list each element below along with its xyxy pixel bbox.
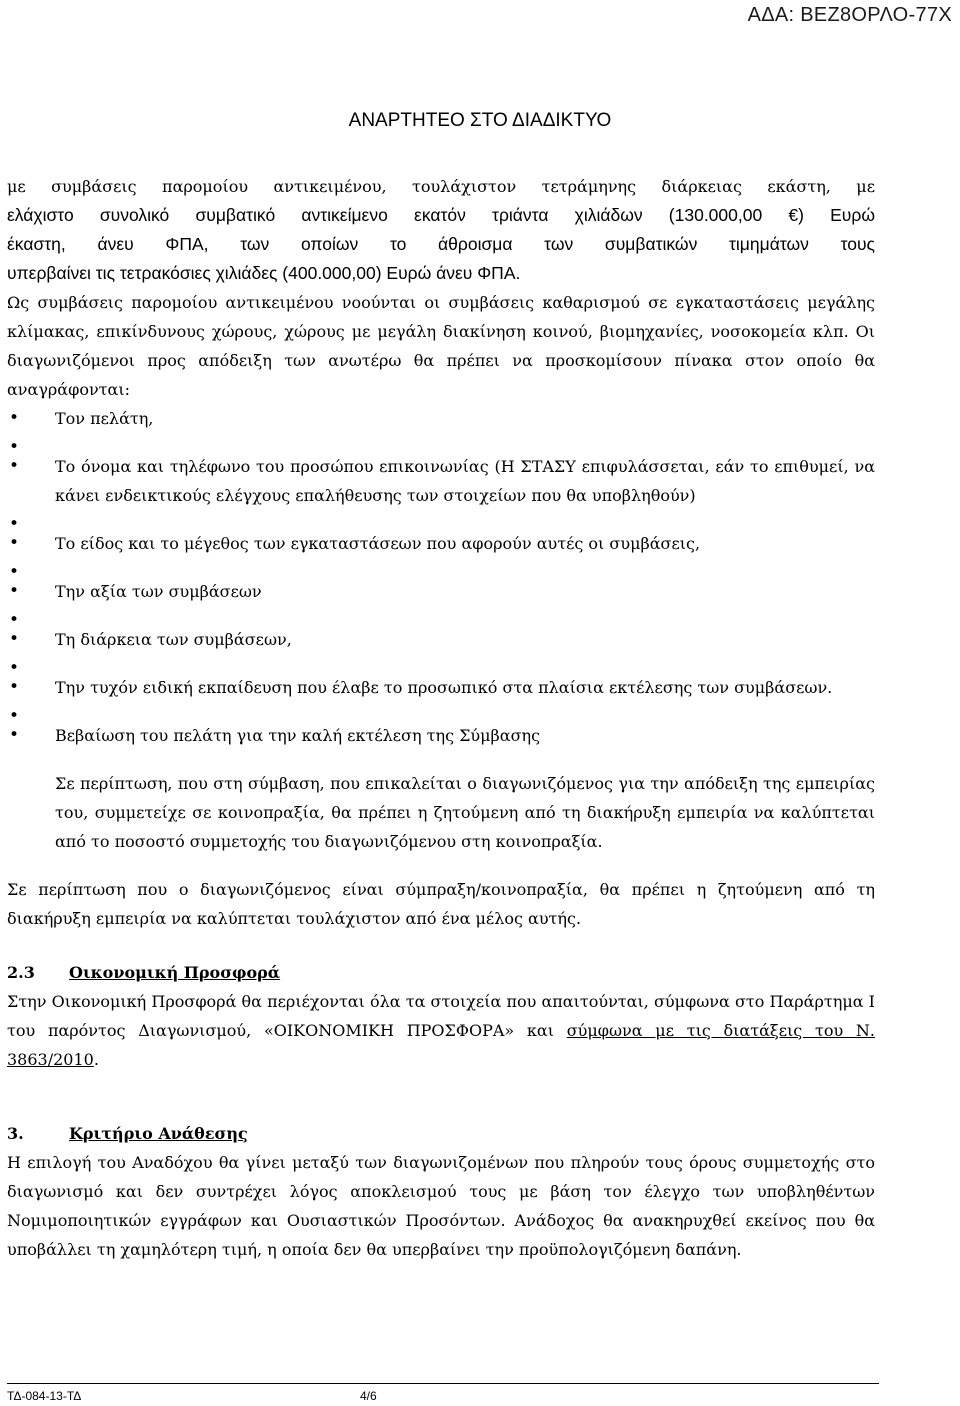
partner-paragraph: Σε περίπτωση που ο διαγωνιζόμενος είναι σύμπραξη/κοινοπραξία, θα πρέπει η ζητούμενη από τη διακήρυξη εμπειρία να καλύπτεται τουλάχιστον από ένα μέλος αυτής. xyxy=(7,880,875,928)
law-reference: σύμφωνα με τις διατάξεις του Ν. 3863/2010 xyxy=(7,1021,875,1069)
list-spacer xyxy=(7,606,875,625)
page-number: 4/6 xyxy=(360,1389,377,1403)
spacer xyxy=(7,1074,875,1093)
list-spacer xyxy=(7,510,875,529)
intro-line-3: έκαστη, άνευ ΦΠΑ, των οποίων το άθροισμα των συμβατικών τιμημάτων τους xyxy=(7,234,875,254)
section-3-heading xyxy=(7,1119,875,1148)
intro-line-1: με συμβάσεις παρομοίου αντικειμένου, τουλάχιστον τετράμηνης διάρκειας εκάστη, με xyxy=(7,177,875,196)
intro-line-2: ελάχιστο συνολικό συμβατικό αντικείμενο εκατόν τριάντα χιλιάδων (130.000,00 €) Ευρώ xyxy=(7,205,875,225)
list-spacer xyxy=(7,654,875,673)
spacer xyxy=(7,750,875,769)
section-2-3-heading xyxy=(7,958,875,987)
page-heading: ΑΝΑΡΤΗΤΕΟ ΣΤΟ ΔΙΑΔΙΚΤΥΟ xyxy=(348,110,612,131)
similar-contracts-paragraph: Ως συμβάσεις παρομοίου αντικειμένου νοούνται οι συμβάσεις καθαρισμού σε εγκαταστάσεις μεγάλης κλίμακας, επικίνδυνους χώρους, χώρους με μεγάλη διακίνηση κοινού, βιομηχανίες, νοσοκομεία κλπ. Οι διαγωνιζόμενοι προς απόδειξη των ανωτέρω θα πρέπει να προσκομίσουν πίνακα στον οποίο θα αναγράφονται: xyxy=(7,293,875,399)
section-number: 3. xyxy=(7,1124,24,1143)
section-number: 2.3 xyxy=(7,963,35,982)
consortium-paragraph: Σε περίπτωση, που στη σύμβαση, που επικαλείται ο διαγωνιζόμενος για την απόδειξη της εμπειρίας του, συμμετείχε σε κοινοπραξία, θα πρέπει η ζητούμενη από τη διακήρυξη εμπειρία να καλύπτεται από το ποσοστό συμμετοχής του διαγωνιζόμενου στη κοινοπραξία. xyxy=(55,774,875,851)
section-3-text: Η επιλογή του Αναδόχου θα γίνει μεταξύ των διαγωνιζομένων που πληρούν τους όρους συμμετοχής στο διαγωνισμό και δεν συντρέχει λόγος αποκλεισμού τους με βάση τον έλεγχο των υποβληθέντων Νομιμοποιητικών εγγράφων και Ουσιαστικών Προσόντων. Ανάδοχος θα ανακηρυχθεί εκείνος που θα υποβάλλει τη χαμηλότερη τιμή, η οποία δεν θα υπερβαίνει την προϋπολογιζόμενη δαπάνη. xyxy=(7,1153,875,1259)
requirements-list xyxy=(7,404,875,750)
section-text: Στην Οικονομική Προσφορά θα περιέχονται όλα τα στοιχεία που απαιτούνται, σύμφωνα στο Παράρτημα Ι του παρόντος Διαγωνισμού, «ΟΙΚΟΝΟΜΙΚΗ ΠΡΟΣΦΟΡΑ» και xyxy=(7,992,875,1040)
list-item: • Το όνομα και τηλέφωνο του προσώπου επικοινωνίας (Η ΣΤΑΣΥ επιφυλάσσεται, εάν το επιθυμεί, να κάνει ενδεικτικούς ελέγχους επαλήθευσης των στοιχείων που θα υποβληθούν) xyxy=(7,452,875,510)
spacer xyxy=(7,933,875,952)
list-spacer xyxy=(7,433,875,452)
list-spacer xyxy=(7,558,875,577)
list-item: • Βεβαίωση του πελάτη για την καλή εκτέλεση της Σύμβασης xyxy=(7,721,875,750)
period: . xyxy=(93,1050,99,1069)
section-2-3-text xyxy=(7,987,875,1074)
list-item: • Το είδος και το μέγεθος των εγκαταστάσεων που αφορούν αυτές οι συμβάσεις, xyxy=(7,529,875,558)
section-title: Οικονομική Προσφορά xyxy=(69,963,281,982)
list-item: • Τον πελάτη, xyxy=(7,404,875,433)
intro-line-4: υπερβαίνει τις τετρακόσιες χιλιάδες (400.000,00) Ευρώ άνευ ΦΠΑ. xyxy=(7,263,521,283)
list-item: • Την τυχόν ειδική εκπαίδευση που έλαβε το προσωπικό στα πλαίσια εκτέλεσης των συμβάσεων. xyxy=(7,673,875,702)
page-footer xyxy=(7,1383,879,1403)
ada-code: ΑΔΑ: ΒΕΖ8ΟΡΛΟ-77Χ xyxy=(747,4,952,26)
list-item: • Τη διάρκεια των συμβάσεων, xyxy=(7,625,875,654)
section-title: Κριτήριο Ανάθεσης xyxy=(69,1124,248,1143)
document-body xyxy=(7,172,875,1264)
list-item: • Την αξία των συμβάσεων xyxy=(7,577,875,606)
spacer xyxy=(7,1093,875,1119)
document-code: ΤΔ-084-13-ΤΔ xyxy=(7,1389,82,1403)
list-spacer xyxy=(7,702,875,721)
spacer xyxy=(7,856,875,875)
